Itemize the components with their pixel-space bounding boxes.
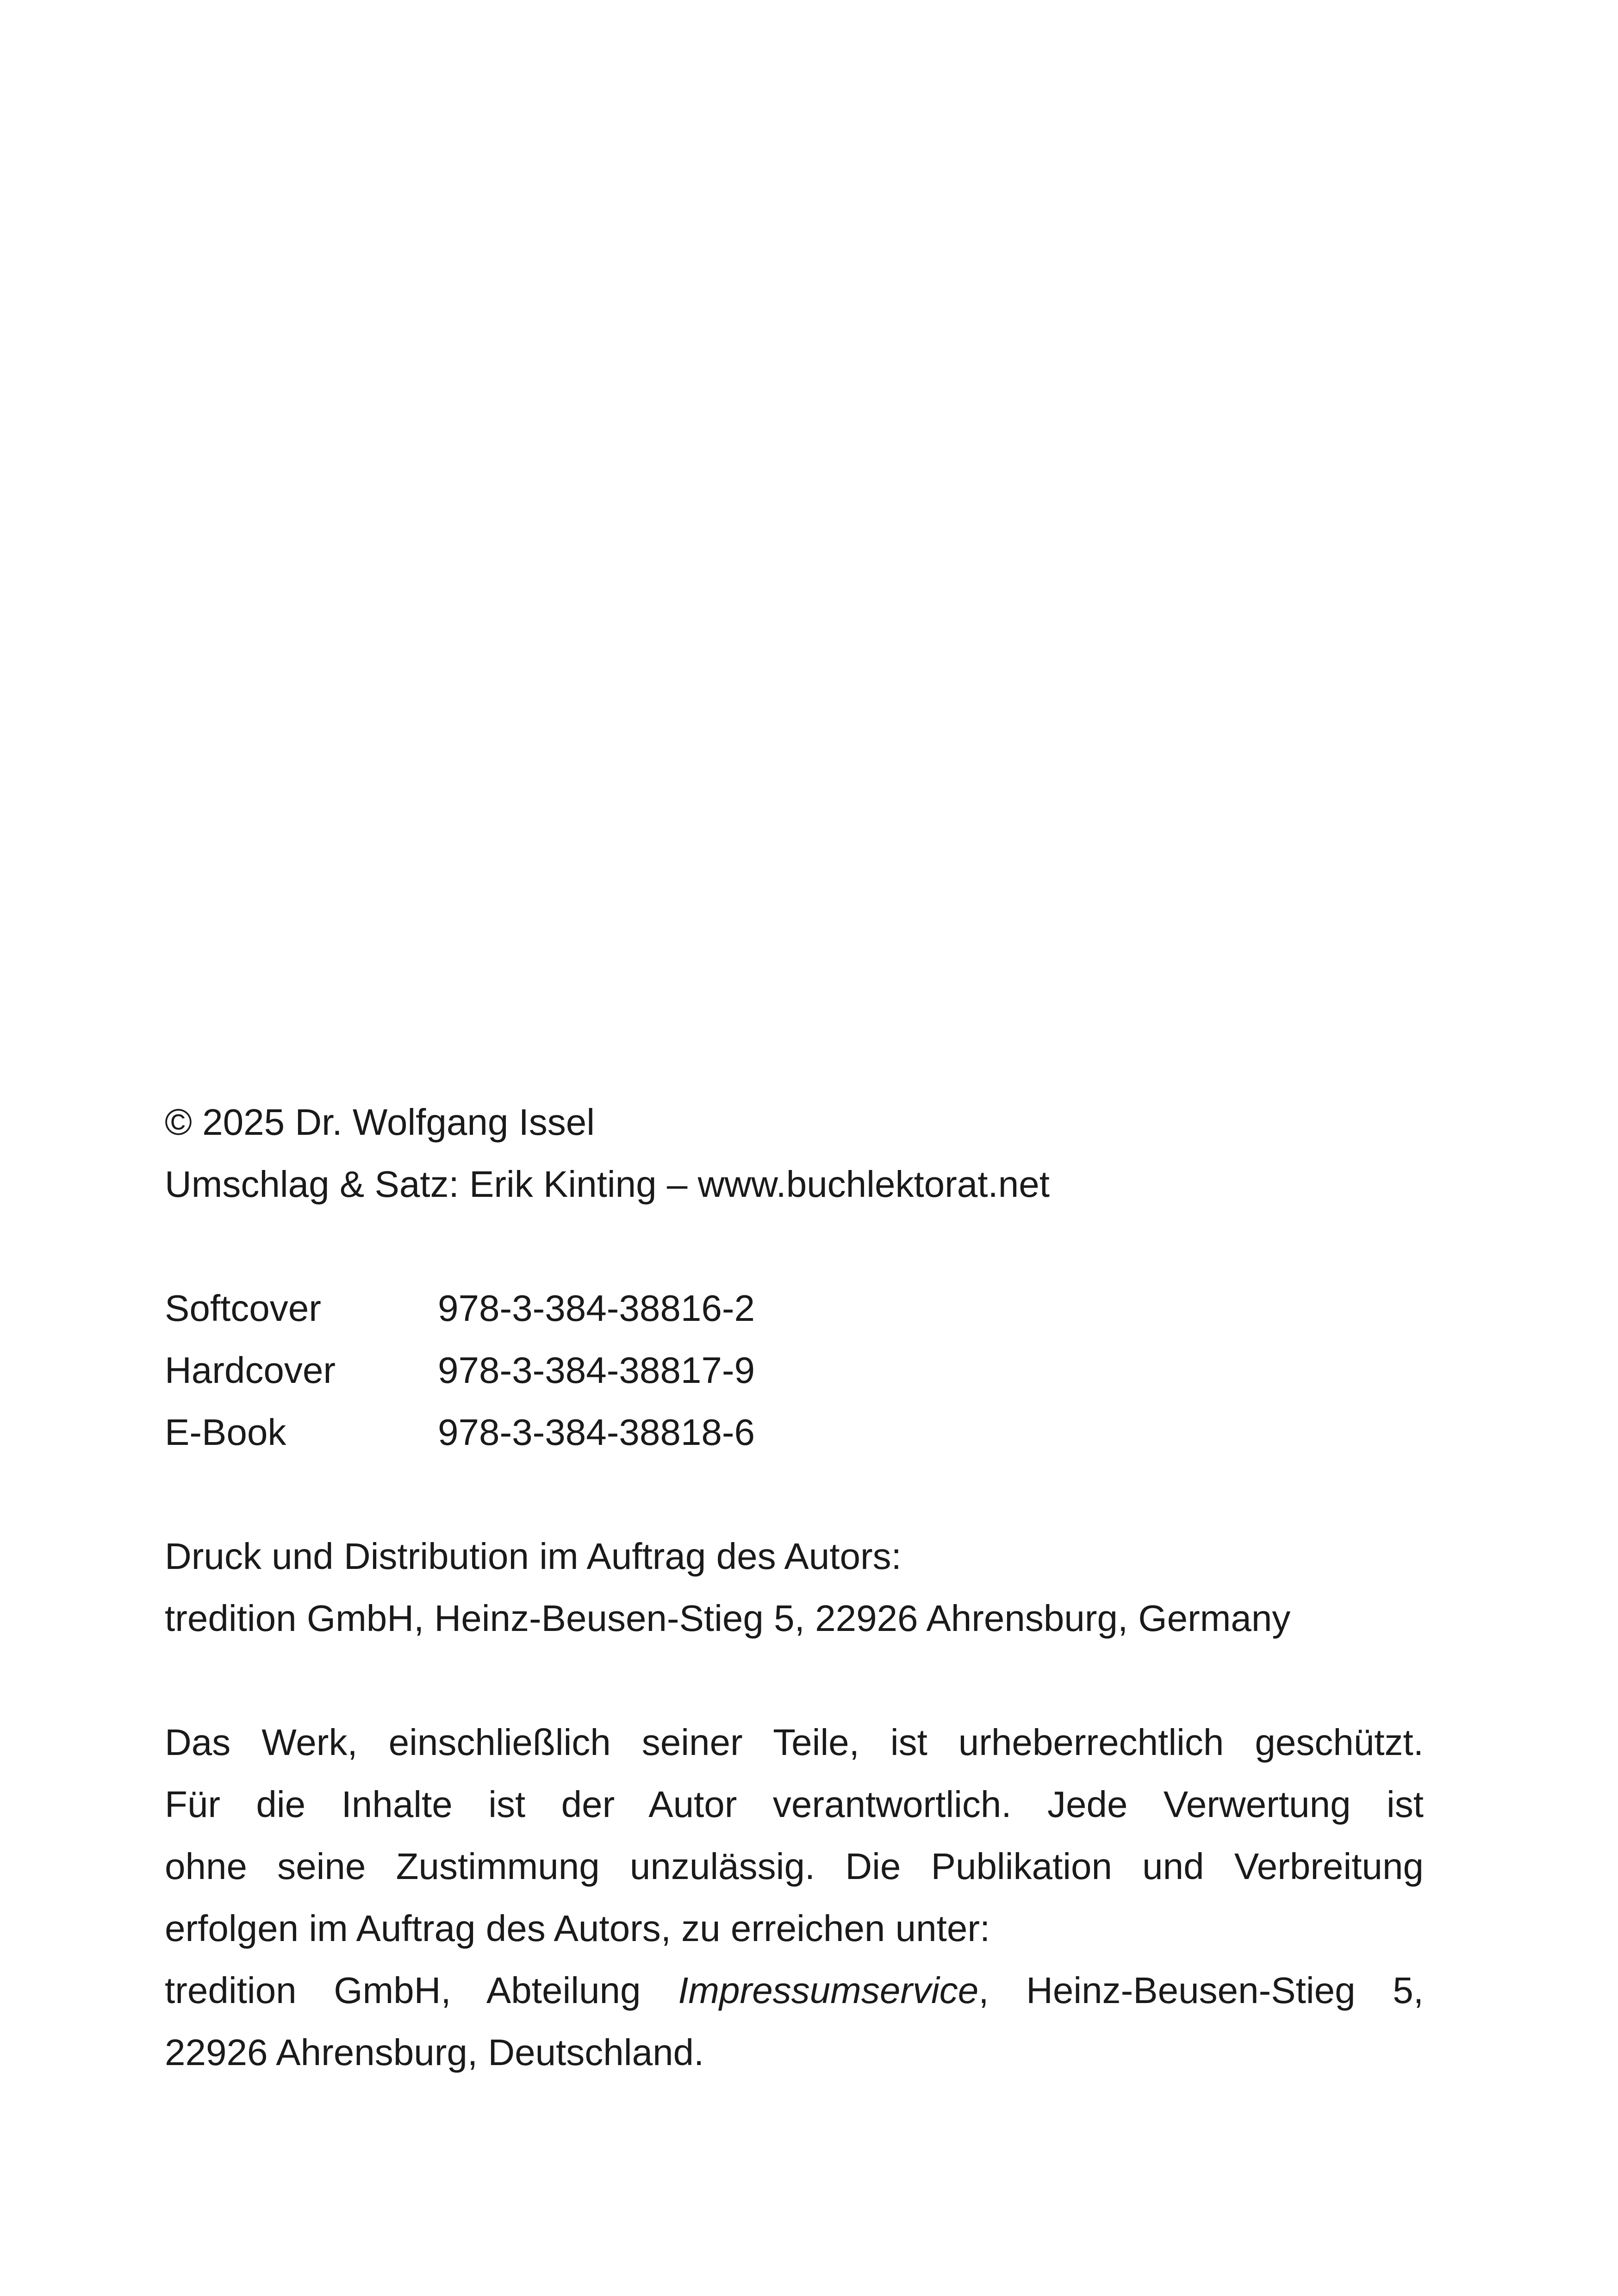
- distribution-address: tredition GmbH, Heinz-Beusen-Stieg 5, 22926 Ahrensburg, Germany: [165, 1598, 1291, 1639]
- distribution-heading: Druck und Distribution im Auftrag des Autors:: [165, 1536, 902, 1577]
- spacer: [165, 1215, 1424, 1277]
- legal-line-address: [165, 1960, 1424, 2022]
- isbn-row-hardcover: [165, 1339, 1424, 1401]
- imprint-block: [165, 1091, 1424, 2084]
- spacer: [165, 1649, 1424, 1711]
- isbn-list: [165, 1277, 1424, 1463]
- legal-address-prefix: tredition GmbH, Abteilung: [165, 1970, 678, 2011]
- isbn-row-ebook: [165, 1401, 1424, 1463]
- legal-line: 22926 Ahrensburg, Deutschland.: [165, 2032, 704, 2073]
- spacer: [165, 1463, 1424, 1525]
- isbn-number: 978-3-384-38817-9: [438, 1350, 755, 1391]
- isbn-number: 978-3-384-38816-2: [438, 1288, 755, 1329]
- cover-credit-line: Umschlag & Satz: Erik Kinting – www.buchlektorat.net: [165, 1164, 1050, 1205]
- legal-department-name: Impressumservice: [678, 1970, 979, 2011]
- legal-line: erfolgen im Auftrag des Autors, zu erreichen unter:: [165, 1908, 990, 1949]
- isbn-label: Hardcover: [165, 1350, 336, 1391]
- copyright-line: © 2025 Dr. Wolfgang Issel: [165, 1101, 595, 1143]
- isbn-number: 978-3-384-38818-6: [438, 1412, 755, 1453]
- legal-address-suffix: , Heinz-Beusen-Stieg 5,: [978, 1970, 1424, 2011]
- legal-line: Für die Inhalte ist der Autor verantwortlich. Jede Verwertung ist: [165, 1784, 1424, 1825]
- isbn-label: Softcover: [165, 1288, 321, 1329]
- isbn-label: E-Book: [165, 1412, 286, 1453]
- legal-line: ohne seine Zustimmung unzulässig. Die Publikation und Verbreitung: [165, 1846, 1424, 1887]
- isbn-row-softcover: [165, 1277, 1424, 1339]
- legal-notice: [165, 1711, 1424, 2084]
- legal-line: Das Werk, einschließlich seiner Teile, ist urheberrechtlich geschützt.: [165, 1722, 1424, 1763]
